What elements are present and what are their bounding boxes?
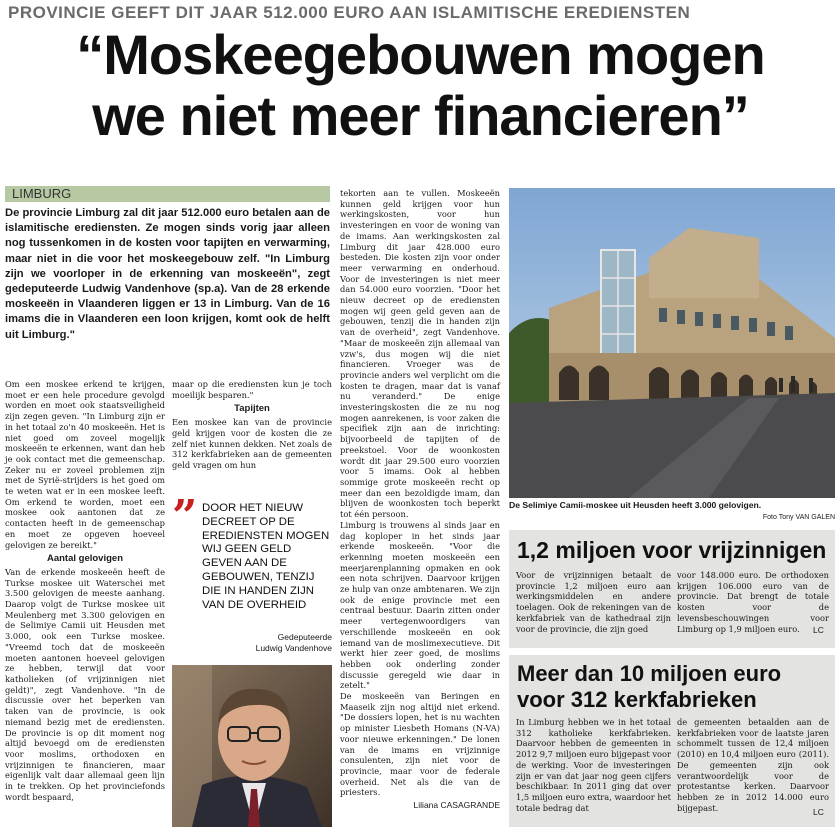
portrait-illustration xyxy=(172,665,332,827)
headline-line-2: we niet meer financieren” xyxy=(92,84,749,147)
box-column-2: de gemeenten betaalden aan de kerkfabrieken voor de laatste jaren schommelt tussen de 12,4 miljoen (2010) en 10,4 miljoen euro (2011). De gemeenten zijn ook verantwoordelijk voor de protestantse kerken. Daarvoor hebben ze in 2012 14.000 euro bijgepast. xyxy=(677,717,829,813)
mosque-illustration xyxy=(509,188,835,498)
body-paragraph: Limburg is trouwens al sinds jaar en dag koploper in het sinds jaar erkende moskeeën. "Voor die erkenning moeten moskeeën een meerjarenplanning opmaken en ook een nota schrijven. Daarvoor krijgen ze hulp van onze ambtenaren. We zijn ook de enige provincie met een centraal bestuur. Daarin zitten onder meer vertegenwoordigers van verschillende moskeeën en ook iemand van de moslimexecutieve. Dit werkt hier zeer goed, de moslims hebben ook onderling zonder discussie geregeld wie daar in zetelt." xyxy=(340,519,500,691)
quote-attribution-name: Ludwig Vandenhove xyxy=(255,643,332,653)
kicker: PROVINCIE GEEFT DIT JAAR 512.000 EURO AAN ISLAMITISCHE EREDIENSTEN xyxy=(8,3,691,22)
column-2 xyxy=(172,379,332,471)
sidebar-box-vrijzinnigen xyxy=(509,530,835,648)
box-title-line-1: Meer dan 10 miljoen euro xyxy=(517,661,782,686)
body-paragraph: De moskeeën van Beringen en Maaseik zijn nog altijd niet erkend. "De dossiers lopen, het is nu wachten op minister Liesbeth Homans (N-VA) voor nieuwe erkenningen." De lonen van de imams en vrijzinnige consulenten, zijn niet voor de provincie, maar voor de federale overheid. Net als die van de priesters. xyxy=(340,691,500,798)
subhead-aantal-gelovigen: Aantal gelovigen xyxy=(46,553,123,565)
quote-attribution xyxy=(200,632,332,654)
headline-line-1: “Moskeegebouwen mogen xyxy=(76,23,765,86)
section-label: LIMBURG xyxy=(12,186,72,201)
body-paragraph: maar op die erediensten kun je toch moeilijk besparen." xyxy=(172,379,332,400)
photo-credit: Foto Tony VAN GALEN xyxy=(762,514,835,521)
box-title: 1,2 miljoen voor vrijzinnigen xyxy=(517,537,827,563)
portrait-photo xyxy=(172,665,332,827)
box-column-2: voor 148.000 euro. De orthodoxen krijgen 106.000 euro van de provincie. Dat brengt de totale kosten voor de levensbeschouwingen voor Limburg op 1,9 miljoen euro. xyxy=(677,570,829,634)
box-title-line-2: voor 312 kerkfabrieken xyxy=(517,687,757,712)
column-3 xyxy=(340,188,500,811)
box-column-1: In Limburg hebben we in het totaal 312 katholieke kerkfabrieken. Daarvoor hebben de gemeenten in 2012 9,7 miljoen euro bijgepast voor de werking. Voor de investeringen zijn er van dat jaar nog geen cijfers beschikbaar. In 2011 ging dat over 1,5 miljoen euro extra, waardoor het totale bedrag dat xyxy=(516,717,671,813)
column-1 xyxy=(5,379,165,802)
body-paragraph: tekorten aan te vullen. Moskeeën kunnen geld krijgen voor hun werkingskosten, voor hun investeringen en voor de woning van de imams. Aan werkingskosten zal Limburg dit jaar 428.000 euro besteden. Die kosten zijn voor onder meer verwarming en onderhoud. Voor de investeringen is niet meer dan 54.000 euro voorzien. "Door het nieuw decreet op de erediensten mogen wij geen geld geven aan de gebouwen, tenzij die in handen zijn van de overheid", zegt Vandenhove. "Maar de moskeeën zijn allemaal van vzw's, dus mogen wij die niet financieren. Vroeger was de provincie anders wel verplicht om die kosten te dragen, maar dat is vanaf nu veranderd." De enige investeringskosten die ze nu nog mogen aanrekenen, is voor zaken die specifiek zijn aan de inrichting: bijvoorbeeld de tapijten of de preekstoel. Voor de woonkosten wordt dit jaar 29.500 euro voorzien voor 5 imams. Ook al hebben sommige grote moskeeën recht op meer dan een bezoldigde imam, dan blijven de woonkosten toch beperkt tot één persoon. xyxy=(340,188,500,520)
quote-mark-icon: ” xyxy=(172,491,198,542)
body-paragraph: Om een moskee erkend te krijgen, moet er een hele procedure gevolgd worden en moet ook staatsveiligheid zijn zegen geven. "In Limburg zijn er in het totaal zo'n 40 moskeeën. Het is niet goed om zoveel mogelijk moskeeën te erkennen, want dan heb je ook contact met die gemeenschap. Zeker nu er zoveel problemen zijn met de Syrië-strijders is het goed om te weten wat er in een moskee leeft. Om erkend te worden, moet een moskee ook aantonen dat ze contacten heeft in de gemeenschap en moet ze opgeven hoeveel gelovigen ze bereikt." xyxy=(5,379,165,550)
body-paragraph: Van de erkende moskeeën heeft de Turkse moskee uit Waterschei met 3.500 gelovigen de meeste aanhang. Daarop volgt de Turkse moskee uit Meulenberg met 3.300 gelovigen en de Selimiye Camii uit Heusden met 3.000, ook een Turkse moskee. "Vreemd toch dat de moskeeën moeten aantonen hoeveel gelovigen ze hebben, terwijl dat voor katholieken (of vrijzinnigen niet geldt)", zegt Vandenhove. "In de discussie over het beperken van taken van de provincie, is ook niemand bezig met de erediensten. De provincie is op dit moment nog altijd bevoegd om de erediensten voor moslims, orthodoxen en vrijzinnigen te financieren, maar eigenlijk valt daar allemaal geen lijn in te trekken. Op het provinciefonds wordt bespaard, xyxy=(5,566,165,802)
box-title xyxy=(517,661,835,713)
intro-paragraph: De provincie Limburg zal dit jaar 512.000 euro betalen aan de islamitische erediensten. Ze mogen sinds vorig jaar alleen nog tussenkomen in de kosten voor tapijten en verwarming, maar niet in die voor het moskeegebouw zelf. "In Limburg zijn we voorloper in de erkenning van moskeeën", zegt gedeputeerde Ludwig Vandenhove (sp.a). Van de 28 erkende moskeeën in Vlaanderen liggen er 13 in Limburg. Van de 16 imams die in Vlaanderen een loon krijgen, komt ook de helft uit Limburg." xyxy=(5,207,330,341)
photo-caption: De Selimiye Camii-moskee uit Heusden heeft 3.000 gelovigen. xyxy=(509,500,762,510)
subhead-tapijten: Tapijten xyxy=(234,403,270,415)
sidebar-box-kerkfabrieken xyxy=(509,655,835,827)
box-column-1: Voor de vrijzinnigen betaalt de provincie 1,2 miljoen euro aan werkingsmiddelen en andere toelagen. Ook de rekeningen van de kerkfabriek van de kathedraal zijn voor de provincie, die zijn goed xyxy=(516,570,671,634)
byline: Liliana CASAGRANDE xyxy=(413,800,500,811)
quote-attribution-role: Gedeputeerde xyxy=(277,632,332,642)
box-signature: LC xyxy=(813,807,824,817)
box-signature: LC xyxy=(813,625,824,635)
mosque-photo xyxy=(509,188,835,498)
pull-quote: DOOR HET NIEUW DECREET OP DE EREDIENSTEN MOGEN WIJ GEEN GELD GEVEN AAN DE GEBOUWEN, TENZIJ DIE IN HANDEN ZIJN VAN DE OVERHEID xyxy=(202,502,330,611)
headline xyxy=(8,24,833,146)
body-paragraph: Een moskee kan van de provincie geld krijgen voor de kosten die ze zelf niet kunnen dekken. Net zoals de 312 kerkfabrieken aan de gemeenten geld vragen om hun xyxy=(172,417,332,470)
